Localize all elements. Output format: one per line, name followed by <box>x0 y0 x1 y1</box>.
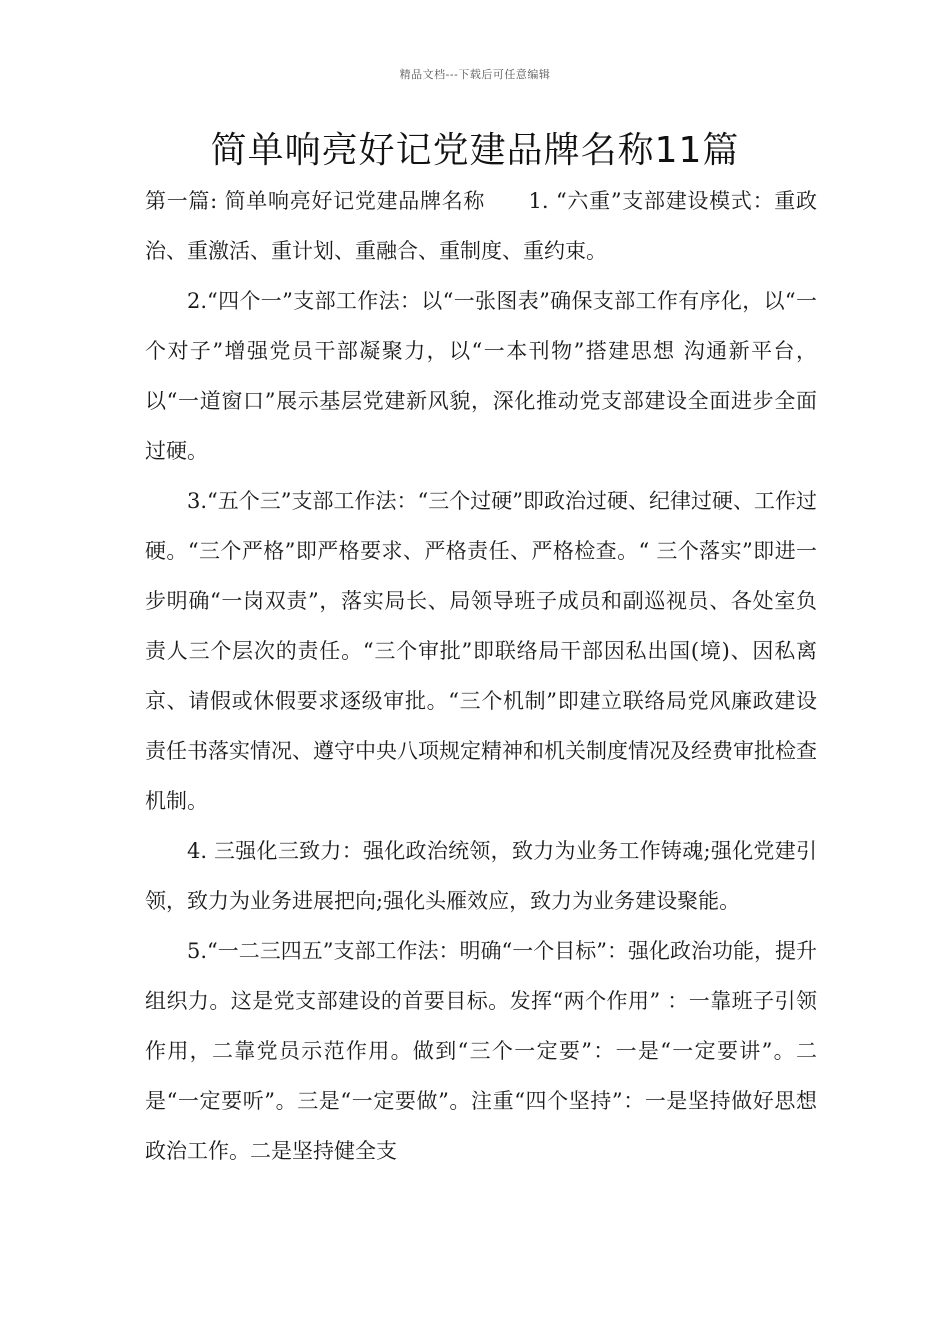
document-body <box>145 176 817 1176</box>
paragraph-5: 5.“一二三四五”支部工作法：明确“一个目标”：强化政治功能，提升组织力。这是党支部建设的首要目标。发挥“两个作用” ：一靠班子引领作用，二靠党员示范作用。做到“三个一定要”：一是“一定要讲”。二是“一定要听”。三是“一定要做”。注重“四个坚持”：一是坚持做好思想政治工作。二是坚持健全支 <box>145 939 817 1163</box>
paragraph-4: 4. 三强化三致力：强化政治统领，致力为业务工作铸魂;强化党建引领，致力为业务进展把向;强化头雁效应，致力为业务建设聚能。 <box>145 839 817 913</box>
paragraph-2: 2.“四个一”支部工作法：以“一张图表”确保支部工作有序化，以“一个对子”增强党员干部凝聚力，以“一本刊物”搭建思想 沟通新平台，以“一道窗口”展示基层党建新风貌，深化推动党支部建设全面进步全面过硬。 <box>145 289 817 463</box>
page-header-note: 精品文档---下载后可任意编辑 <box>399 68 551 81</box>
paragraph-1: 第一篇: 简单响亮好记党建品牌名称 1. “六重”支部建设模式：重政治、重激活、重计划、重融合、重制度、重约束。 <box>145 189 817 263</box>
document-title: 简单响亮好记党建品牌名称11篇 <box>210 130 740 171</box>
paragraph-3: 3.“五个三”支部工作法：“三个过硬”即政治过硬、纪律过硬、工作过硬。“三个严格”即严格要求、严格责任、严格检查。“ 三个落实”即进一步明确“一岗双责”，落实局长、局领导班子成员和副巡视员、各处室负责人三个层次的责任。“三个审批”即联络局干部因私出国(境)、因私离京、请假或休假要求逐级审批。“三个机制”即建立联络局党风廉政建设责任书落实情况、遵守中央八项规定精神和机关制度情况及经费审批检查机制。 <box>145 489 817 813</box>
